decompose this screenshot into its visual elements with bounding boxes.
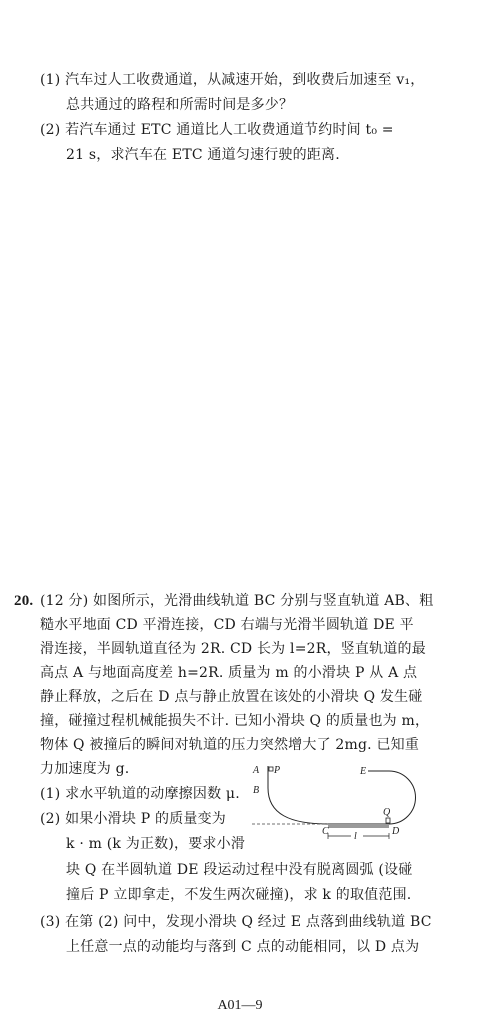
track-diagram bbox=[250, 762, 430, 844]
label-l: l bbox=[354, 831, 357, 842]
q20-sub2-line3: 块 Q 在半圆轨道 DE 段运动过程中没有脱离圆弧 (设碰 bbox=[66, 862, 413, 878]
q20-line-2: 糙水平地面 CD 平滑连接，CD 右端与光滑半圆轨道 DE 平 bbox=[40, 617, 414, 633]
q19-part2-line2: 21 s，求汽车在 ETC 通道匀速行驶的距离. bbox=[66, 147, 340, 163]
block-p bbox=[269, 767, 273, 771]
q20-sub3-line2: 上任意一点的动能均与落到 C 点的动能相同，以 D 点为 bbox=[66, 939, 420, 955]
q20-sub3-line1: (3) 在第 (2) 问中，发现小滑块 Q 经过 E 点落到曲线轨道 BC bbox=[40, 914, 432, 930]
q19-part2-line1: (2) 若汽车通过 ETC 通道比人工收费通道节约时间 t₀ = bbox=[40, 122, 394, 138]
q20-line-8: 力加速度为 g. bbox=[40, 761, 130, 777]
rough-ground-hatch bbox=[328, 824, 389, 828]
page-number: A01—9 bbox=[217, 998, 263, 1013]
q20-number: 20. bbox=[14, 593, 34, 609]
q20-line-7: 物体 Q 被撞后的瞬间对轨道的压力突然增大了 2mg. 已知重 bbox=[40, 737, 420, 753]
q20-line-6: 撞，碰撞过程机械能损失不计. 已知小滑块 Q 的质量也为 m， bbox=[40, 713, 430, 729]
semicircle-track-de bbox=[368, 771, 416, 824]
label-d: D bbox=[392, 826, 400, 837]
q19-part1-line1: (1) 汽车过人工收费通道，从减速开始，到收费后加速至 v₁， bbox=[40, 72, 425, 88]
label-a: A bbox=[253, 765, 260, 776]
label-e: E bbox=[360, 766, 367, 777]
curved-track-bc bbox=[268, 788, 328, 824]
q20-sub2-line1: (2) 如果小滑块 P 的质量变为 bbox=[40, 811, 227, 827]
q20-line-1: (12 分) 如图所示，光滑曲线轨道 BC 分别与竖直轨道 AB、粗 bbox=[40, 593, 434, 609]
q20-line-5: 静止释放，之后在 D 点与静止放置在该处的小滑块 Q 发生碰 bbox=[40, 689, 423, 705]
q20-sub2-line2: k · m (k 为正数)，要求小滑 bbox=[66, 836, 246, 852]
q20-sub1: (1) 求水平轨道的动摩擦因数 μ. bbox=[40, 786, 240, 802]
block-q bbox=[386, 818, 390, 823]
label-q: Q bbox=[383, 807, 391, 818]
q20-line-4: 高点 A 与地面高度差 h=2R. 质量为 m 的小滑块 P 从 A 点 bbox=[40, 665, 418, 681]
label-c: C bbox=[322, 826, 329, 837]
label-p: P bbox=[274, 765, 281, 776]
label-b: B bbox=[253, 785, 260, 796]
q19-part1-line2: 总共通过的路程和所需时间是多少？ bbox=[66, 97, 294, 113]
q20-sub2-line4: 撞后 P 立即拿走，不发生两次碰撞)，求 k 的取值范围. bbox=[66, 887, 412, 903]
q20-line-3: 滑连接，半圆轨道直径为 2R. CD 长为 l=2R，竖直轨道的最 bbox=[40, 641, 426, 657]
